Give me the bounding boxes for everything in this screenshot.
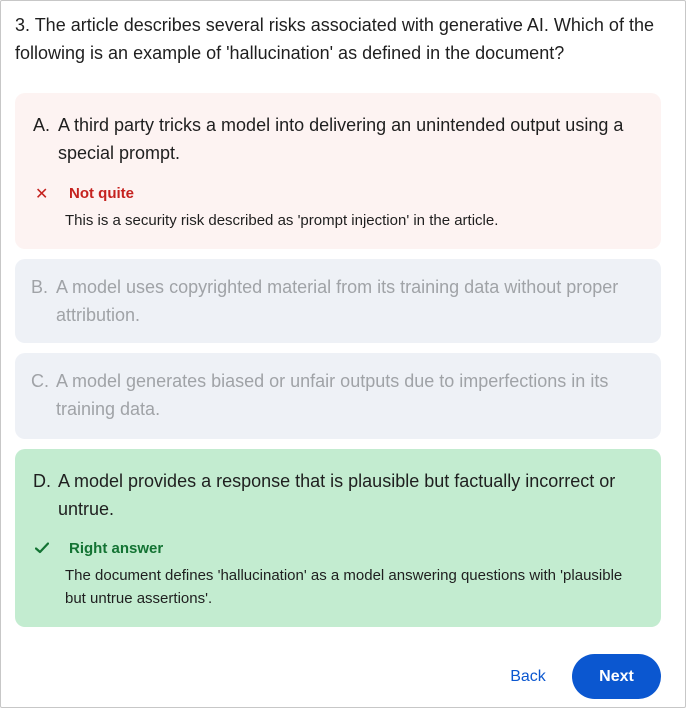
option-b[interactable] — [15, 259, 661, 343]
back-button[interactable]: Back — [501, 664, 555, 690]
feedback-title-incorrect: Not quite — [69, 185, 134, 202]
feedback-title-correct: Right answer — [69, 540, 164, 557]
option-d-text: A model provides a response that is plausible but factually incorrect or untrue. — [58, 471, 616, 519]
option-c[interactable] — [15, 353, 661, 439]
feedback-text-incorrect: This is a security risk described as 'prompt injection' in the article. — [65, 212, 499, 229]
option-c-text: A model generates biased or unfair outputs due to imperfections in its training data. — [56, 371, 609, 419]
option-a[interactable] — [15, 93, 661, 249]
question-text: 3. The article describes several risks associated with generative AI. Which of the following is an example of 'hallucination' as defined in the document? — [15, 15, 654, 63]
close-icon: ✕ — [35, 186, 49, 203]
option-b-text: A model uses copyrighted material from its training data without proper attribution. — [56, 277, 619, 325]
feedback-text-correct: The document defines 'hallucination' as a model answering questions with 'plausible but untrue assertions'. — [65, 567, 623, 607]
option-d[interactable] — [15, 449, 661, 627]
check-icon — [35, 539, 49, 557]
option-d-letter: D. — [33, 471, 51, 491]
option-c-letter: C. — [31, 371, 49, 391]
option-b-letter: B. — [31, 277, 49, 297]
option-a-letter: A. — [33, 115, 51, 135]
option-a-text: A third party tricks a model into delivering an unintended output using a special prompt. — [58, 115, 624, 163]
next-button[interactable]: Next — [572, 654, 661, 699]
